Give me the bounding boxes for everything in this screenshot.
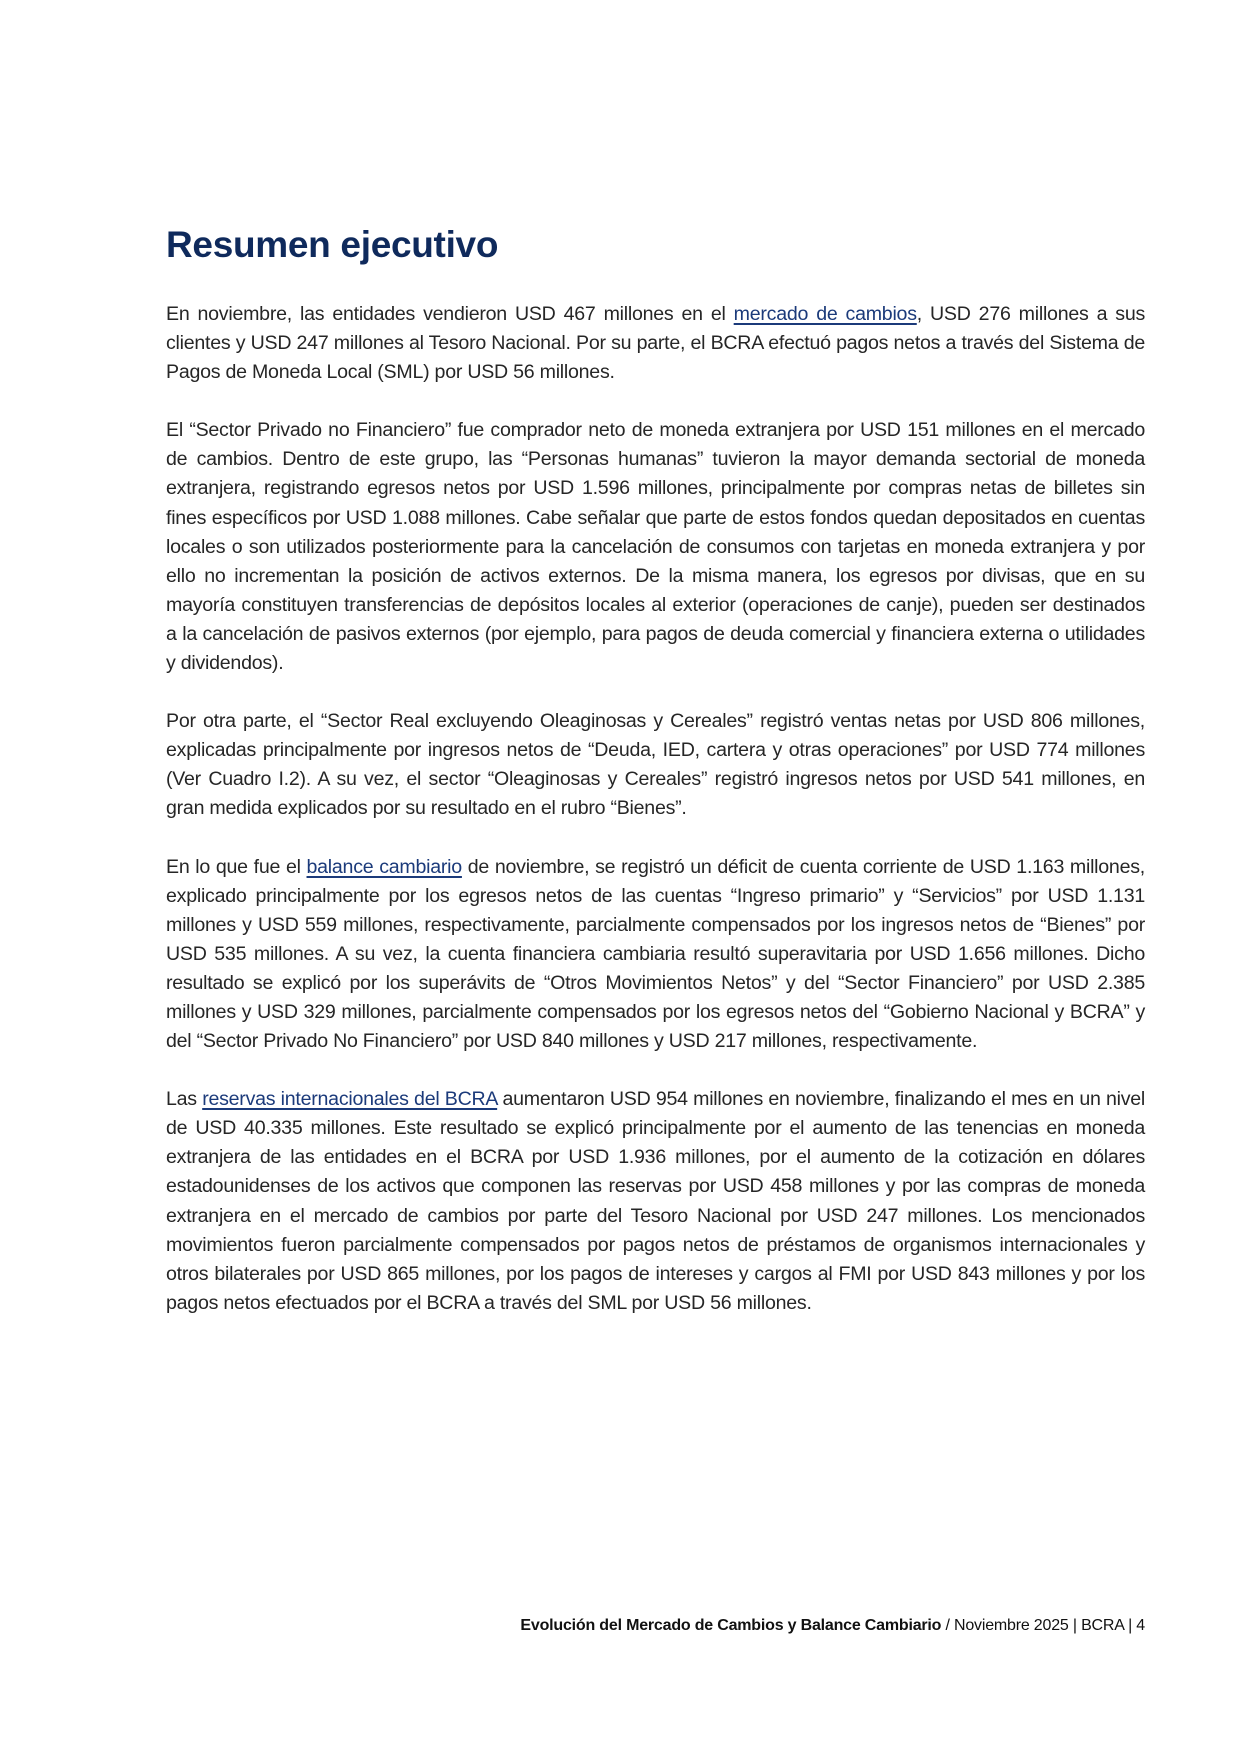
paragraph-text: En noviembre, las entidades vendieron USD 467 millones en el xyxy=(166,303,734,325)
document-body xyxy=(166,300,1145,1347)
footer-divider: | xyxy=(1068,1617,1082,1634)
paragraph-market-summary xyxy=(166,300,1145,387)
paragraph-text: aumentaron USD 954 millones en noviembre, finalizando el mes en un nivel de USD 40.335 millones. Este resultado se explicó principalmente por el aumento de las tenencias en moneda extranjera de las entidades en el BCRA por USD 1.936 millones, por el aumento de la cotización en dólares estadounidenses de los activos que componen las reservas por USD 458 millones y por las compras de moneda extranjera en el mercado de cambios por parte del Tesoro Nacional por USD 247 millones. Los mencionados movimientos fueron parcialmente compensados por pagos netos de préstamos de organismos internacionales y otros bilaterales por USD 865 millones, por los pagos de intereses y cargos al FMI por USD 843 millones y por los pagos netos efectuados por el BCRA a través del SML por USD 56 millones. xyxy=(166,1088,1145,1314)
link-mercado-de-cambios[interactable]: mercado de cambios xyxy=(733,303,917,325)
footer-period: Noviembre 2025 xyxy=(954,1617,1069,1634)
page-footer xyxy=(520,1617,1145,1635)
paragraph-balance-cambiario xyxy=(166,853,1145,1057)
footer-separator: / xyxy=(941,1617,954,1634)
paragraph-text: de noviembre, se registró un déficit de cuenta corriente de USD 1.163 millones, explicado principalmente por los egresos netos de las cuentas “Ingreso primario” y “Servicios” por USD 1.131 millones y USD 559 millones, respectivamente, parcialmente compensados por los ingresos netos de “Bienes” por USD 535 millones. A su vez, la cuenta financiera cambiaria resultó superavitaria por USD 1.656 millones. Dicho resultado se explicó por los superávits de “Otros Movimientos Netos” y del “Sector Financiero” por USD 2.385 millones y USD 329 millones, parcialmente compensados por los egresos netos del “Gobierno Nacional y BCRA” y del “Sector Privado No Financiero” por USD 840 millones y USD 217 millones, respectivamente. xyxy=(166,855,1145,1053)
page-number: 4 xyxy=(1136,1617,1145,1634)
paragraph-text: En lo que fue el xyxy=(166,855,307,878)
paragraph-private-sector: El “Sector Privado no Financiero” fue comprador neto de moneda extranjera por USD 151 millones en el mercado de cambios. Dentro de este grupo, las “Personas humanas” tuvieron la mayor demanda sectorial de moneda extranjera, registrando egresos netos por USD 1.596 millones, principalmente por compras netas de billetes sin fines específicos por USD 1.088 millones. Cabe señalar que parte de estos fondos quedan depositados en cuentas locales o son utilizados posteriormente para la cancelación de consumos con tarjetas en moneda extranjera y por ello no incrementan la posición de activos externos. De la misma manera, los egresos por divisas, que en su mayoría constituyen transferencias de depósitos locales al exterior (operaciones de canje), pueden ser destinados a la cancelación de pasivos externos (por ejemplo, para pagos de deuda comercial y financiera externa o utilidades y dividendos). xyxy=(166,419,1145,675)
paragraph-text: , USD 276 millones a sus clientes y USD 247 millones al Tesoro Nacional. Por su parte, el BCRA efectuó pagos netos a través del Sistema de Pagos de Moneda Local (SML) por USD 56 millones. xyxy=(166,303,1146,384)
paragraph-reserves xyxy=(166,1085,1145,1318)
paragraph-real-sector: Por otra parte, el “Sector Real excluyendo Oleaginosas y Cereales” registró ventas netas por USD 806 millones, explicadas principalmente por ingresos netos de “Deuda, IED, cartera y otras operaciones” por USD 774 millones (Ver Cuadro I.2). A su vez, el sector “Oleaginosas y Cereales” registró ingresos netos por USD 541 millones, en gran medida explicados por su resultado en el rubro “Bienes”. xyxy=(166,710,1145,820)
link-balance-cambiario[interactable]: balance cambiario xyxy=(306,855,462,878)
footer-report-title: Evolución del Mercado de Cambios y Balance Cambiario xyxy=(520,1617,942,1634)
link-reservas-internacionales[interactable]: reservas internacionales del BCRA xyxy=(202,1088,498,1111)
footer-divider: | xyxy=(1123,1617,1137,1634)
footer-org: BCRA xyxy=(1081,1617,1124,1634)
paragraph-text: Las xyxy=(166,1088,203,1111)
page-title: Resumen ejecutivo xyxy=(166,224,499,265)
